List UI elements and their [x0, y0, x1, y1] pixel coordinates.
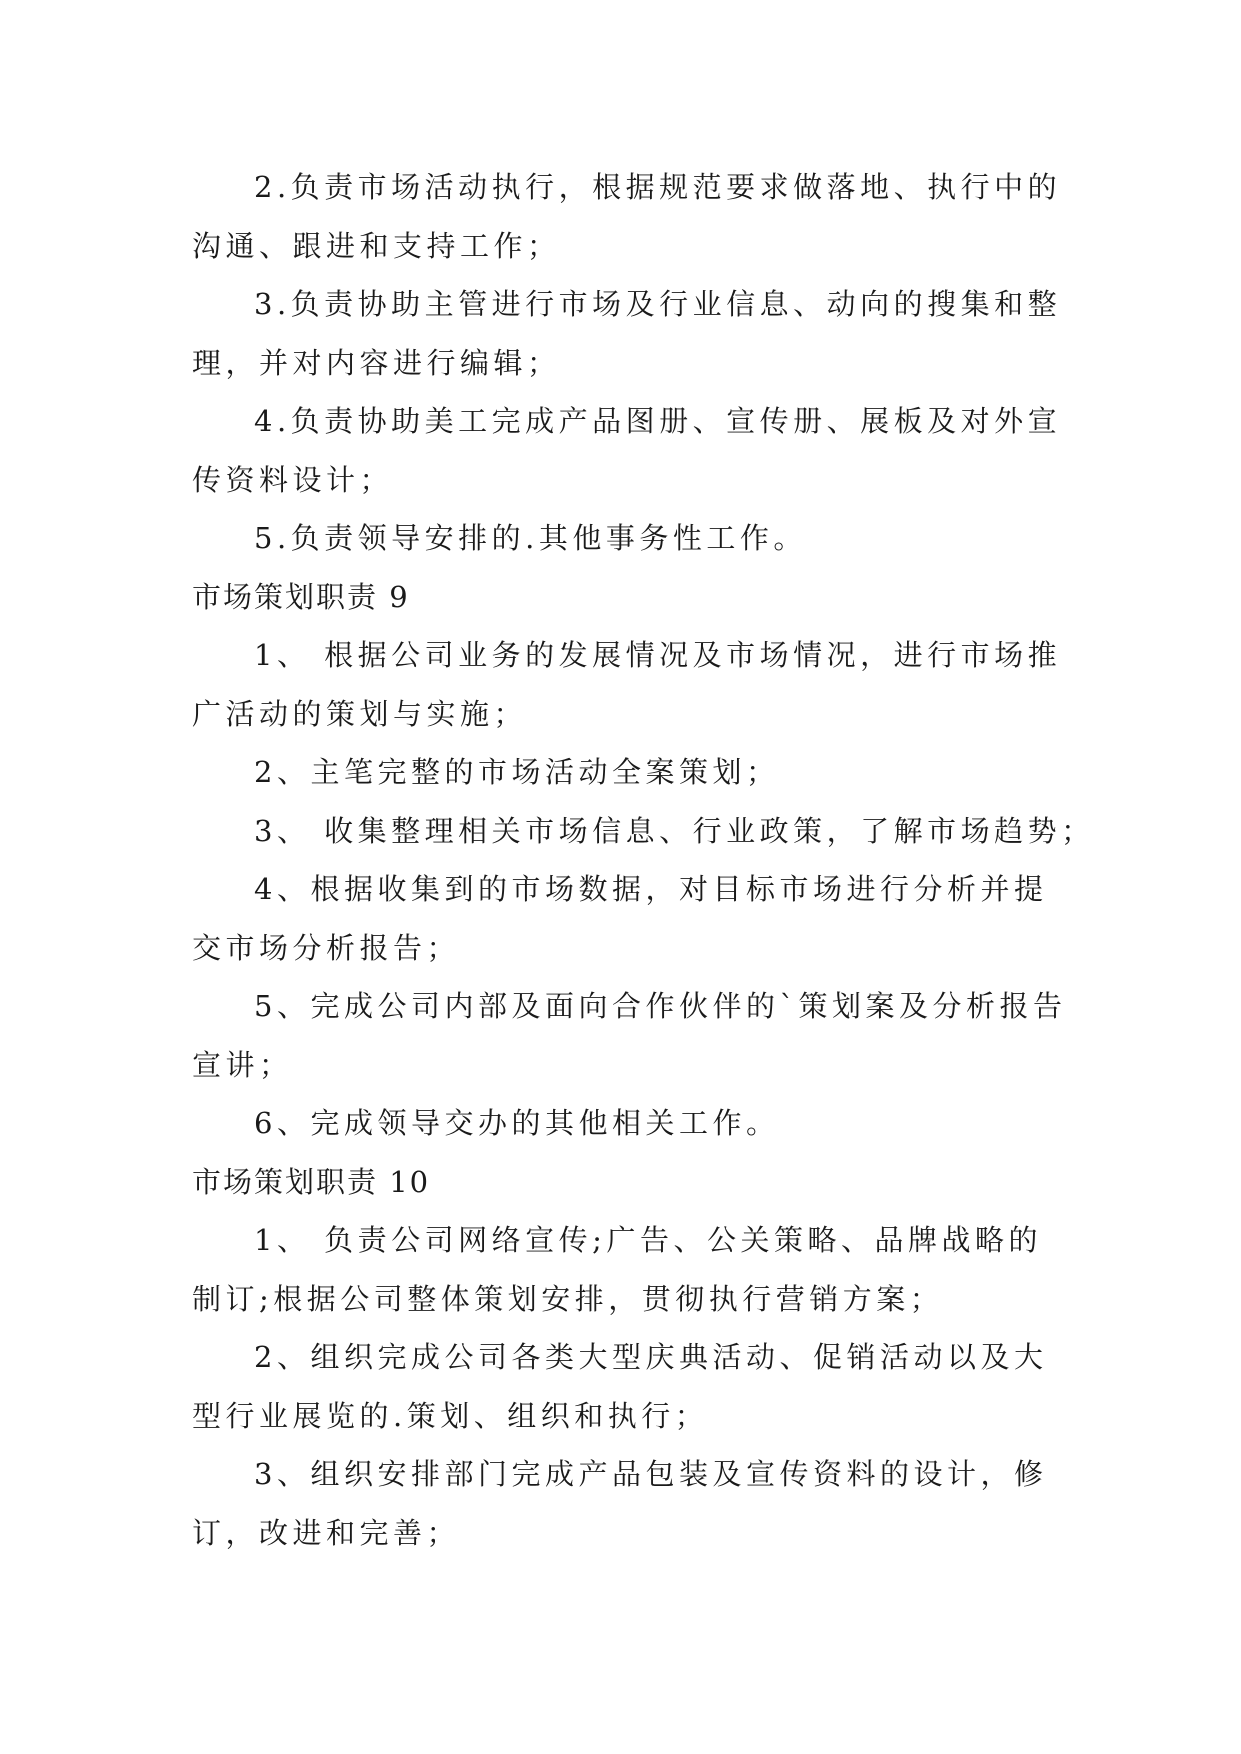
- text-line: 交市场分析报告；: [192, 930, 461, 965]
- text-line: 4.负责协助美工完成产品图册、宣传册、展板及对外宣: [254, 404, 1062, 438]
- text-line: 宣讲；: [192, 1047, 293, 1082]
- text-line: 6、完成领导交办的其他相关工作。: [254, 1106, 780, 1140]
- text-line: 理，并对内容进行编辑；: [192, 345, 561, 380]
- text-line: 沟通、跟进和支持工作；: [192, 228, 561, 263]
- document-body: [192, 158, 1095, 1562]
- section-heading: 市场策划职责 9: [192, 579, 410, 614]
- text-line: 4、根据收集到的市场数据，对目标市场进行分析并提: [254, 872, 1048, 906]
- text-line: 3.负责协助主管进行市场及行业信息、动向的搜集和整: [254, 287, 1062, 321]
- text-line: 3、组织安排部门完成产品包装及宣传资料的设计，修: [254, 1457, 1048, 1491]
- text-line: 订，改进和完善；: [192, 1515, 461, 1550]
- text-line: 3、 收集整理相关市场信息、行业政策，了解市场趋势；: [254, 813, 1095, 848]
- text-line: 1、 根据公司业务的发展情况及市场情况，进行市场推: [254, 638, 1062, 672]
- text-line: 2.负责市场活动执行，根据规范要求做落地、执行中的: [254, 170, 1062, 204]
- text-line: 传资料设计；: [192, 462, 394, 497]
- text-line: 2、主笔完整的市场活动全案策划；: [254, 755, 780, 789]
- text-line: 广活动的策划与实施；: [192, 696, 528, 731]
- text-line: 1、 负责公司网络宣传;广告、公关策略、品牌战略的: [254, 1223, 1042, 1257]
- text-line: 制订;根据公司整体策划安排，贯彻执行营销方案；: [192, 1281, 944, 1316]
- text-line: 型行业展览的.策划、组织和执行；: [192, 1398, 709, 1433]
- text-line: 2、组织完成公司各类大型庆典活动、促销活动以及大: [254, 1340, 1048, 1374]
- text-line: 5.负责领导安排的.其他事务性工作。: [254, 521, 807, 555]
- section-heading: 市场策划职责 10: [192, 1164, 431, 1199]
- text-line: 5、完成公司内部及面向合作伙伴的`策划案及分析报告: [254, 989, 1067, 1023]
